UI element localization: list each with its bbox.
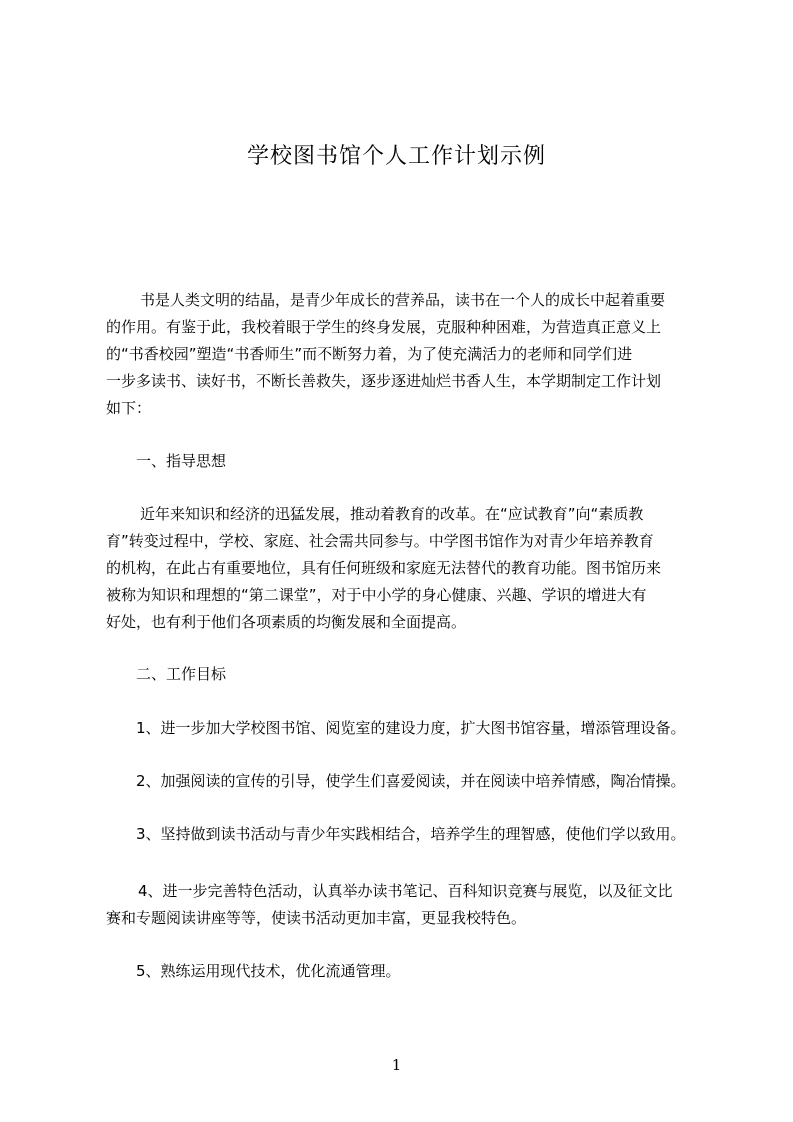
goal-item-3: 3、坚持做到读书活动与青少年实践相结合，培养学生的理智感，使他们学以致用。	[136, 825, 686, 843]
page-number: 1	[391, 1056, 402, 1074]
goal-item-4-line-2: 赛和专题阅读讲座等等，使读书活动更加丰富，更显我校特色。	[106, 909, 527, 927]
section-heading-work-goals: 二、工作目标	[136, 665, 227, 683]
intro-line-4: 一步多读书、读好书，不断长善救失，逐步逐进灿烂书香人生，本学期制定工作计划	[106, 372, 662, 390]
section1-line-5: 好处，也有利于他们各项素质的均衡发展和全面提高。	[106, 613, 467, 631]
goal-item-2: 2、加强阅读的宣传的引导，使学生们喜爱阅读，并在阅读中培养情感，陶冶情操。	[136, 772, 686, 790]
intro-line-5: 如下：	[106, 399, 152, 417]
section1-line-1: 近年来知识和经济的迅猛发展，推动着教育的改革。在“应试教育”向“素质教	[140, 505, 644, 523]
section1-line-4: 被称为知识和理想的“第二课堂”，对于中小学的身心健康、兴趣、学识的增进大有	[106, 586, 647, 604]
intro-line-3: 的“书香校园”塑造“书香师生”而不断努力着，为了使充满活力的老师和同学们进	[106, 345, 633, 363]
section-heading-guiding-thought: 一、指导思想	[136, 452, 227, 470]
intro-line-2: 的作用。有鉴于此，我校着眼于学生的终身发展，克服种种困难，为营造真正意义上	[106, 318, 662, 336]
section1-line-3: 的机构，在此占有重要地位，具有任何班级和家庭无法替代的教育功能。图书馆历来	[106, 559, 662, 577]
goal-item-5: 5、熟练运用现代技术，优化流通管理。	[136, 962, 401, 980]
goal-item-4-line-1: 4、进一步完善特色活动，认真举办读书笔记、百科知识竞赛与展览，以及征文比	[138, 882, 673, 900]
section1-line-2: 育”转变过程中，学校、家庭、社会需共同参与。中学图书馆作为对青少年培养教育	[106, 532, 654, 550]
intro-line-1: 书是人类文明的结晶，是青少年成长的营养品，读书在一个人的成长中起着重要	[140, 291, 666, 309]
goal-item-1: 1、进一步加大学校图书馆、阅览室的建设力度，扩大图书馆容量，增添管理设备。	[136, 719, 686, 737]
document-title: 学校图书馆个人工作计划示例	[246, 144, 546, 169]
